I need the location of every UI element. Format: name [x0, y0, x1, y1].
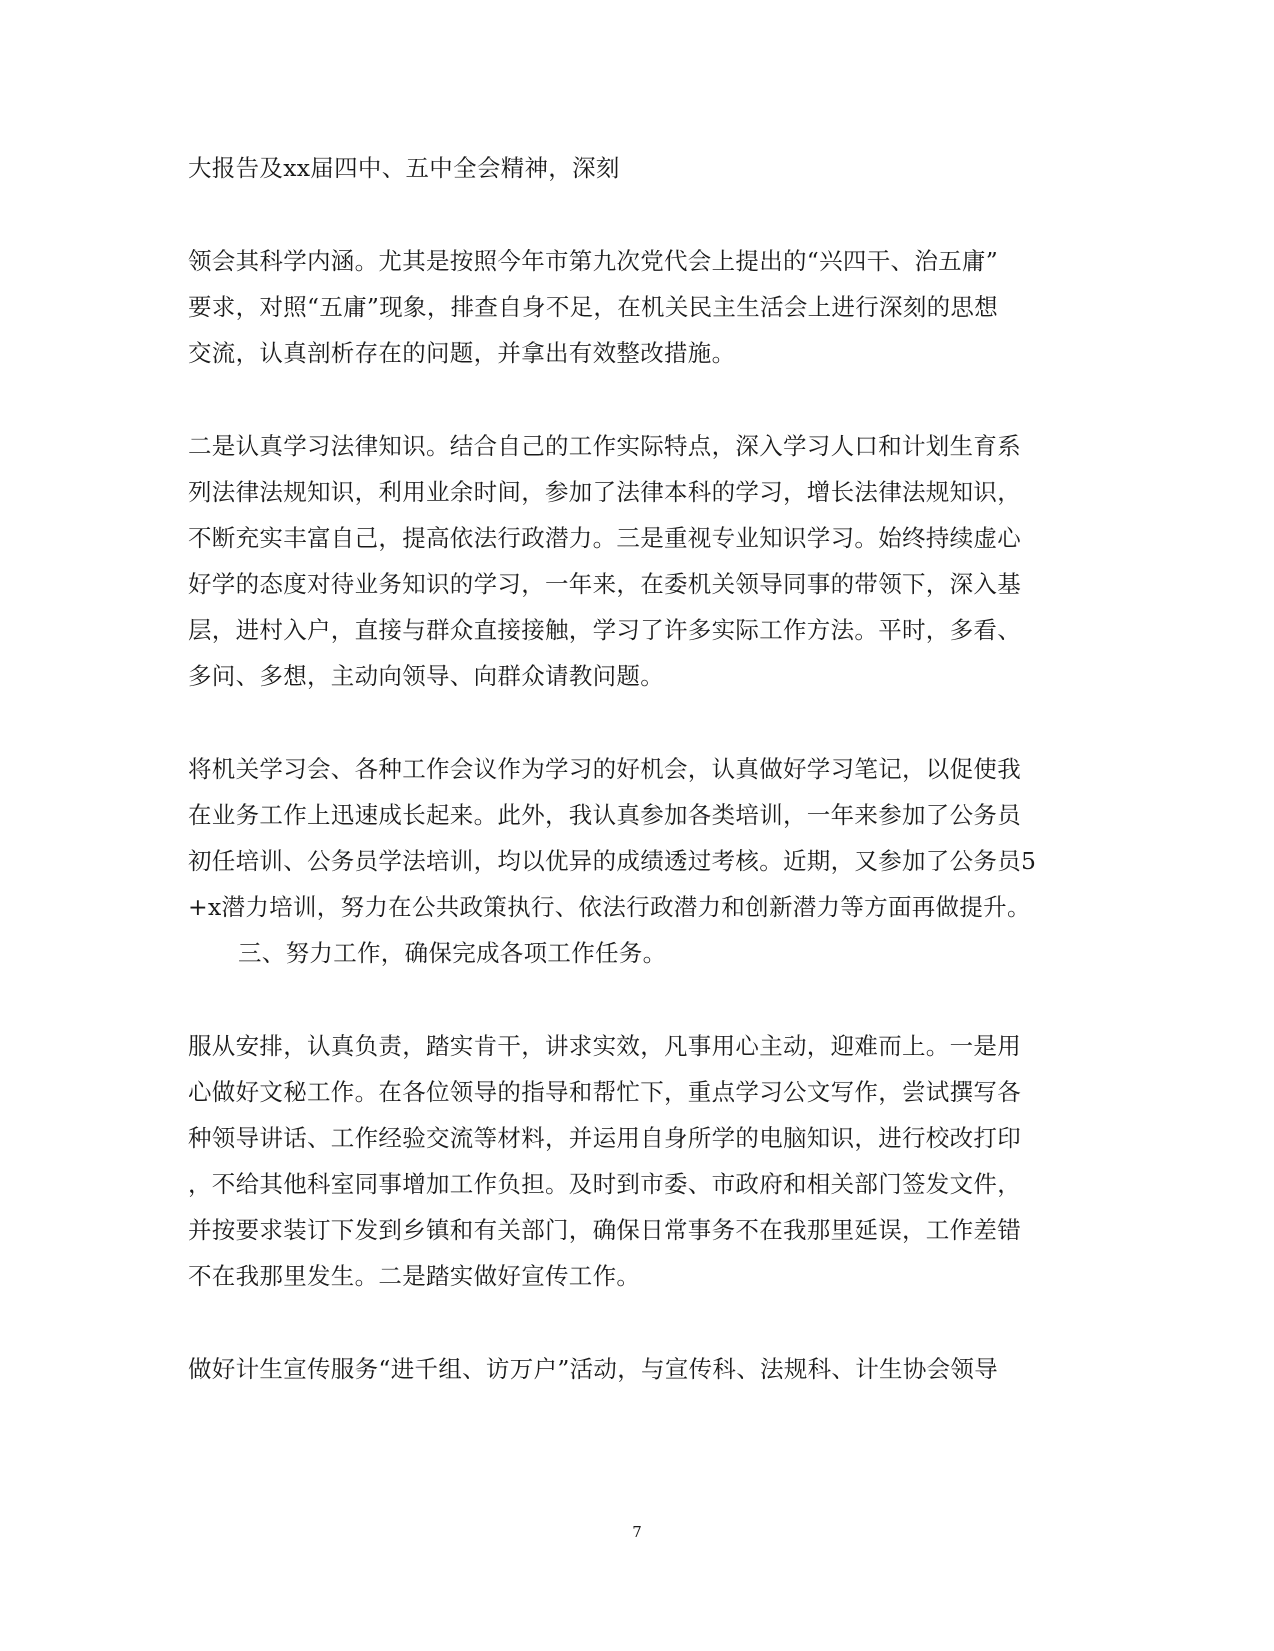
text-line: 将机关学习会、各种工作会议作为学习的好机会，认真做好学习笔记，以促使我 [188, 755, 1021, 783]
text-line: 心做好文秘工作。在各位领导的指导和帮忙下，重点学习公文写作，尝试撰写各 [188, 1078, 1021, 1106]
text-line: 不在我那里发生。二是踏实做好宣传工作。 [188, 1262, 641, 1290]
text-line: 做好计生宣传服务“进千组、访万户”活动，与宣传科、法规科、计生协会领导 [188, 1355, 999, 1383]
page-number: 7 [632, 1523, 642, 1541]
text-line: 层，进村入户，直接与群众直接接触，学习了许多实际工作方法。平时，多看、 [188, 616, 1021, 644]
text-line: ，不给其他科室同事增加工作负担。及时到市委、市政府和相关部门签发文件， [188, 1170, 1021, 1198]
section-heading: 三、努力工作，确保完成各项工作任务。 [238, 939, 667, 967]
text-line: +x潜力培训，努力在公共政策执行、依法行政潜力和创新潜力等方面再做提升。 [188, 893, 1031, 921]
text-line: 大报告及xx届四中、五中全会精神，深刻 [188, 154, 620, 182]
text-line: 不断充实丰富自己，提高依法行政潜力。三是重视专业知识学习。始终持续虚心 [188, 524, 1021, 552]
text-line: 要求，对照“五庸”现象，排查自身不足，在机关民主生活会上进行深刻的思想 [188, 293, 999, 321]
text-line: 好学的态度对待业务知识的学习，一年来，在委机关领导同事的带领下，深入基 [188, 570, 1021, 598]
text-line: 二是认真学习法律知识。结合自己的工作实际特点，深入学习人口和计划生育系 [188, 432, 1021, 460]
text-line: 列法律法规知识，利用业余时间，参加了法律本科的学习，增长法律法规知识， [188, 478, 1021, 506]
text-line: 服从安排，认真负责，踏实肯干，讲求实效，凡事用心主动，迎难而上。一是用 [188, 1032, 1021, 1060]
text-line: 在业务工作上迅速成长起来。此外，我认真参加各类培训，一年来参加了公务员 [188, 801, 1021, 829]
text-line: 并按要求装订下发到乡镇和有关部门，确保日常事务不在我那里延误，工作差错 [188, 1216, 1021, 1244]
text-line: 种领导讲话、工作经验交流等材料，并运用自身所学的电脑知识，进行校改打印 [188, 1124, 1021, 1152]
text-line: 交流，认真剖析存在的问题，并拿出有效整改措施。 [188, 339, 736, 367]
text-line: 领会其科学内涵。尤其是按照今年市第九次党代会上提出的“兴四干、治五庸” [188, 247, 999, 275]
text-line: 多问、多想，主动向领导、向群众请教问题。 [188, 662, 664, 690]
text-line: 初任培训、公务员学法培训，均以优异的成绩透过考核。近期，又参加了公务员5 [188, 847, 1037, 875]
